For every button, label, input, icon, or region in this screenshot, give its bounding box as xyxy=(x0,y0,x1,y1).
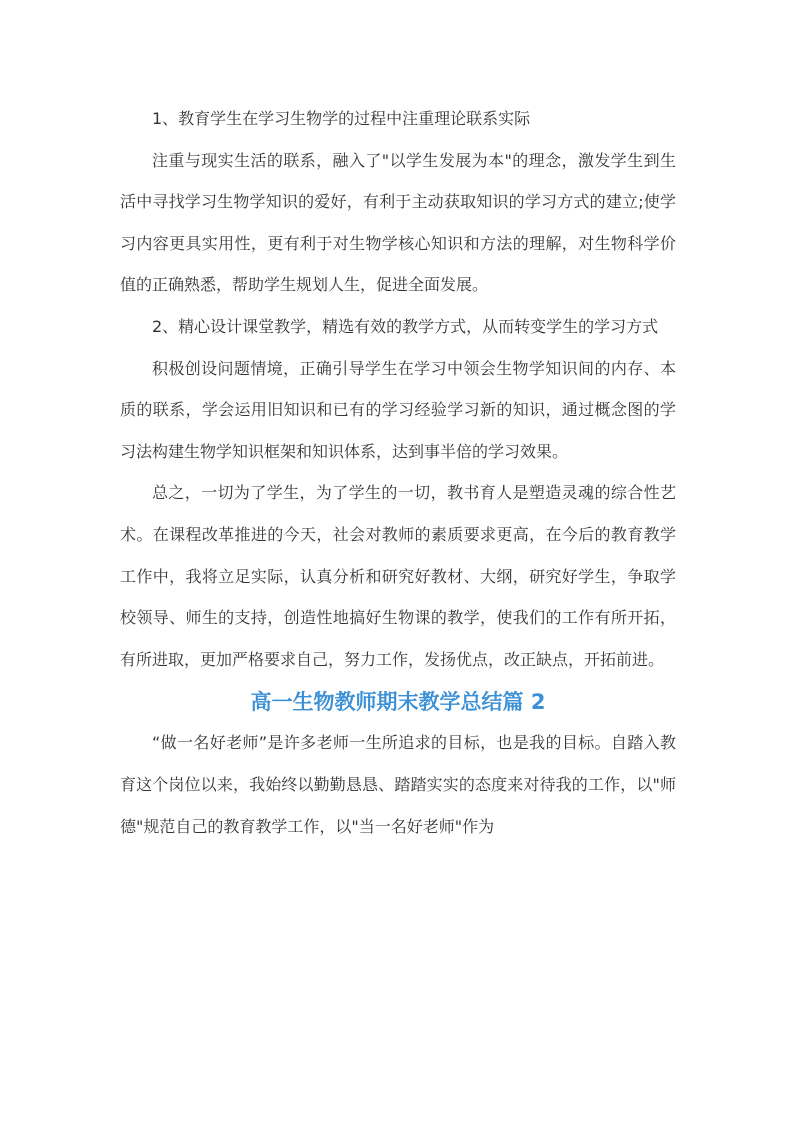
paragraph-point-1-heading: 1、教育学生在学习生物学的过程中注重理论联系实际 xyxy=(152,109,531,128)
paragraph-point-1-body: 注重与现实生活的联系，融入了"以学生发展为本"的理念，激发学生到生活中寻找学习生物学知识的爱好，有利于主动获取知识的学习方式的建立;使学习内容更具实用性，更有利于对生物学核心知识和方法的理解，对生物科学价值的正确熟悉，帮助学生规划人生，促进全面发展。 xyxy=(120,150,676,295)
paragraph-point-2-body: 积极创设问题情境，正确引导学生在学习中领会生物学知识间的内存、本质的联系，学会运用旧知识和已有的学习经验学习新的知识，通过概念图的学习法构建生物学知识框架和知识体系，达到事半倍的学习效果。 xyxy=(120,358,676,461)
section-title: 高一生物教师期末教学总结篇 2 xyxy=(250,690,546,715)
document-page xyxy=(120,98,676,847)
paragraph-point-2-heading: 2、精心设计课堂教学，精选有效的教学方式，从而转变学生的学习方式 xyxy=(152,316,659,336)
paragraph-conclusion: 总之，一切为了学生，为了学生的一切，教书育人是塑造灵魂的综合性艺术。在课程改革推进的今天，社会对教师的素质要求更高，在今后的教育教学工作中，我将立足实际，认真分析和研究好教材、大纲，研究好学生，争取学校领导、师生的支持，创造性地搞好生物课的教学，使我们的工作有所开拓，有所进取，更加严格要求自己，努力工作，发扬优点，改正缺点，开拓前进。 xyxy=(120,483,676,669)
paragraph-section-2-intro: “做一名好老师”是许多老师一生所追求的目标，也是我的目标。自踏入教育这个岗位以来，我始终以勤勤恳恳、踏踏实实的态度来对待我的工作，以"师德"规范自己的教育教学工作，以"当一名好老师"作为 xyxy=(120,733,676,836)
